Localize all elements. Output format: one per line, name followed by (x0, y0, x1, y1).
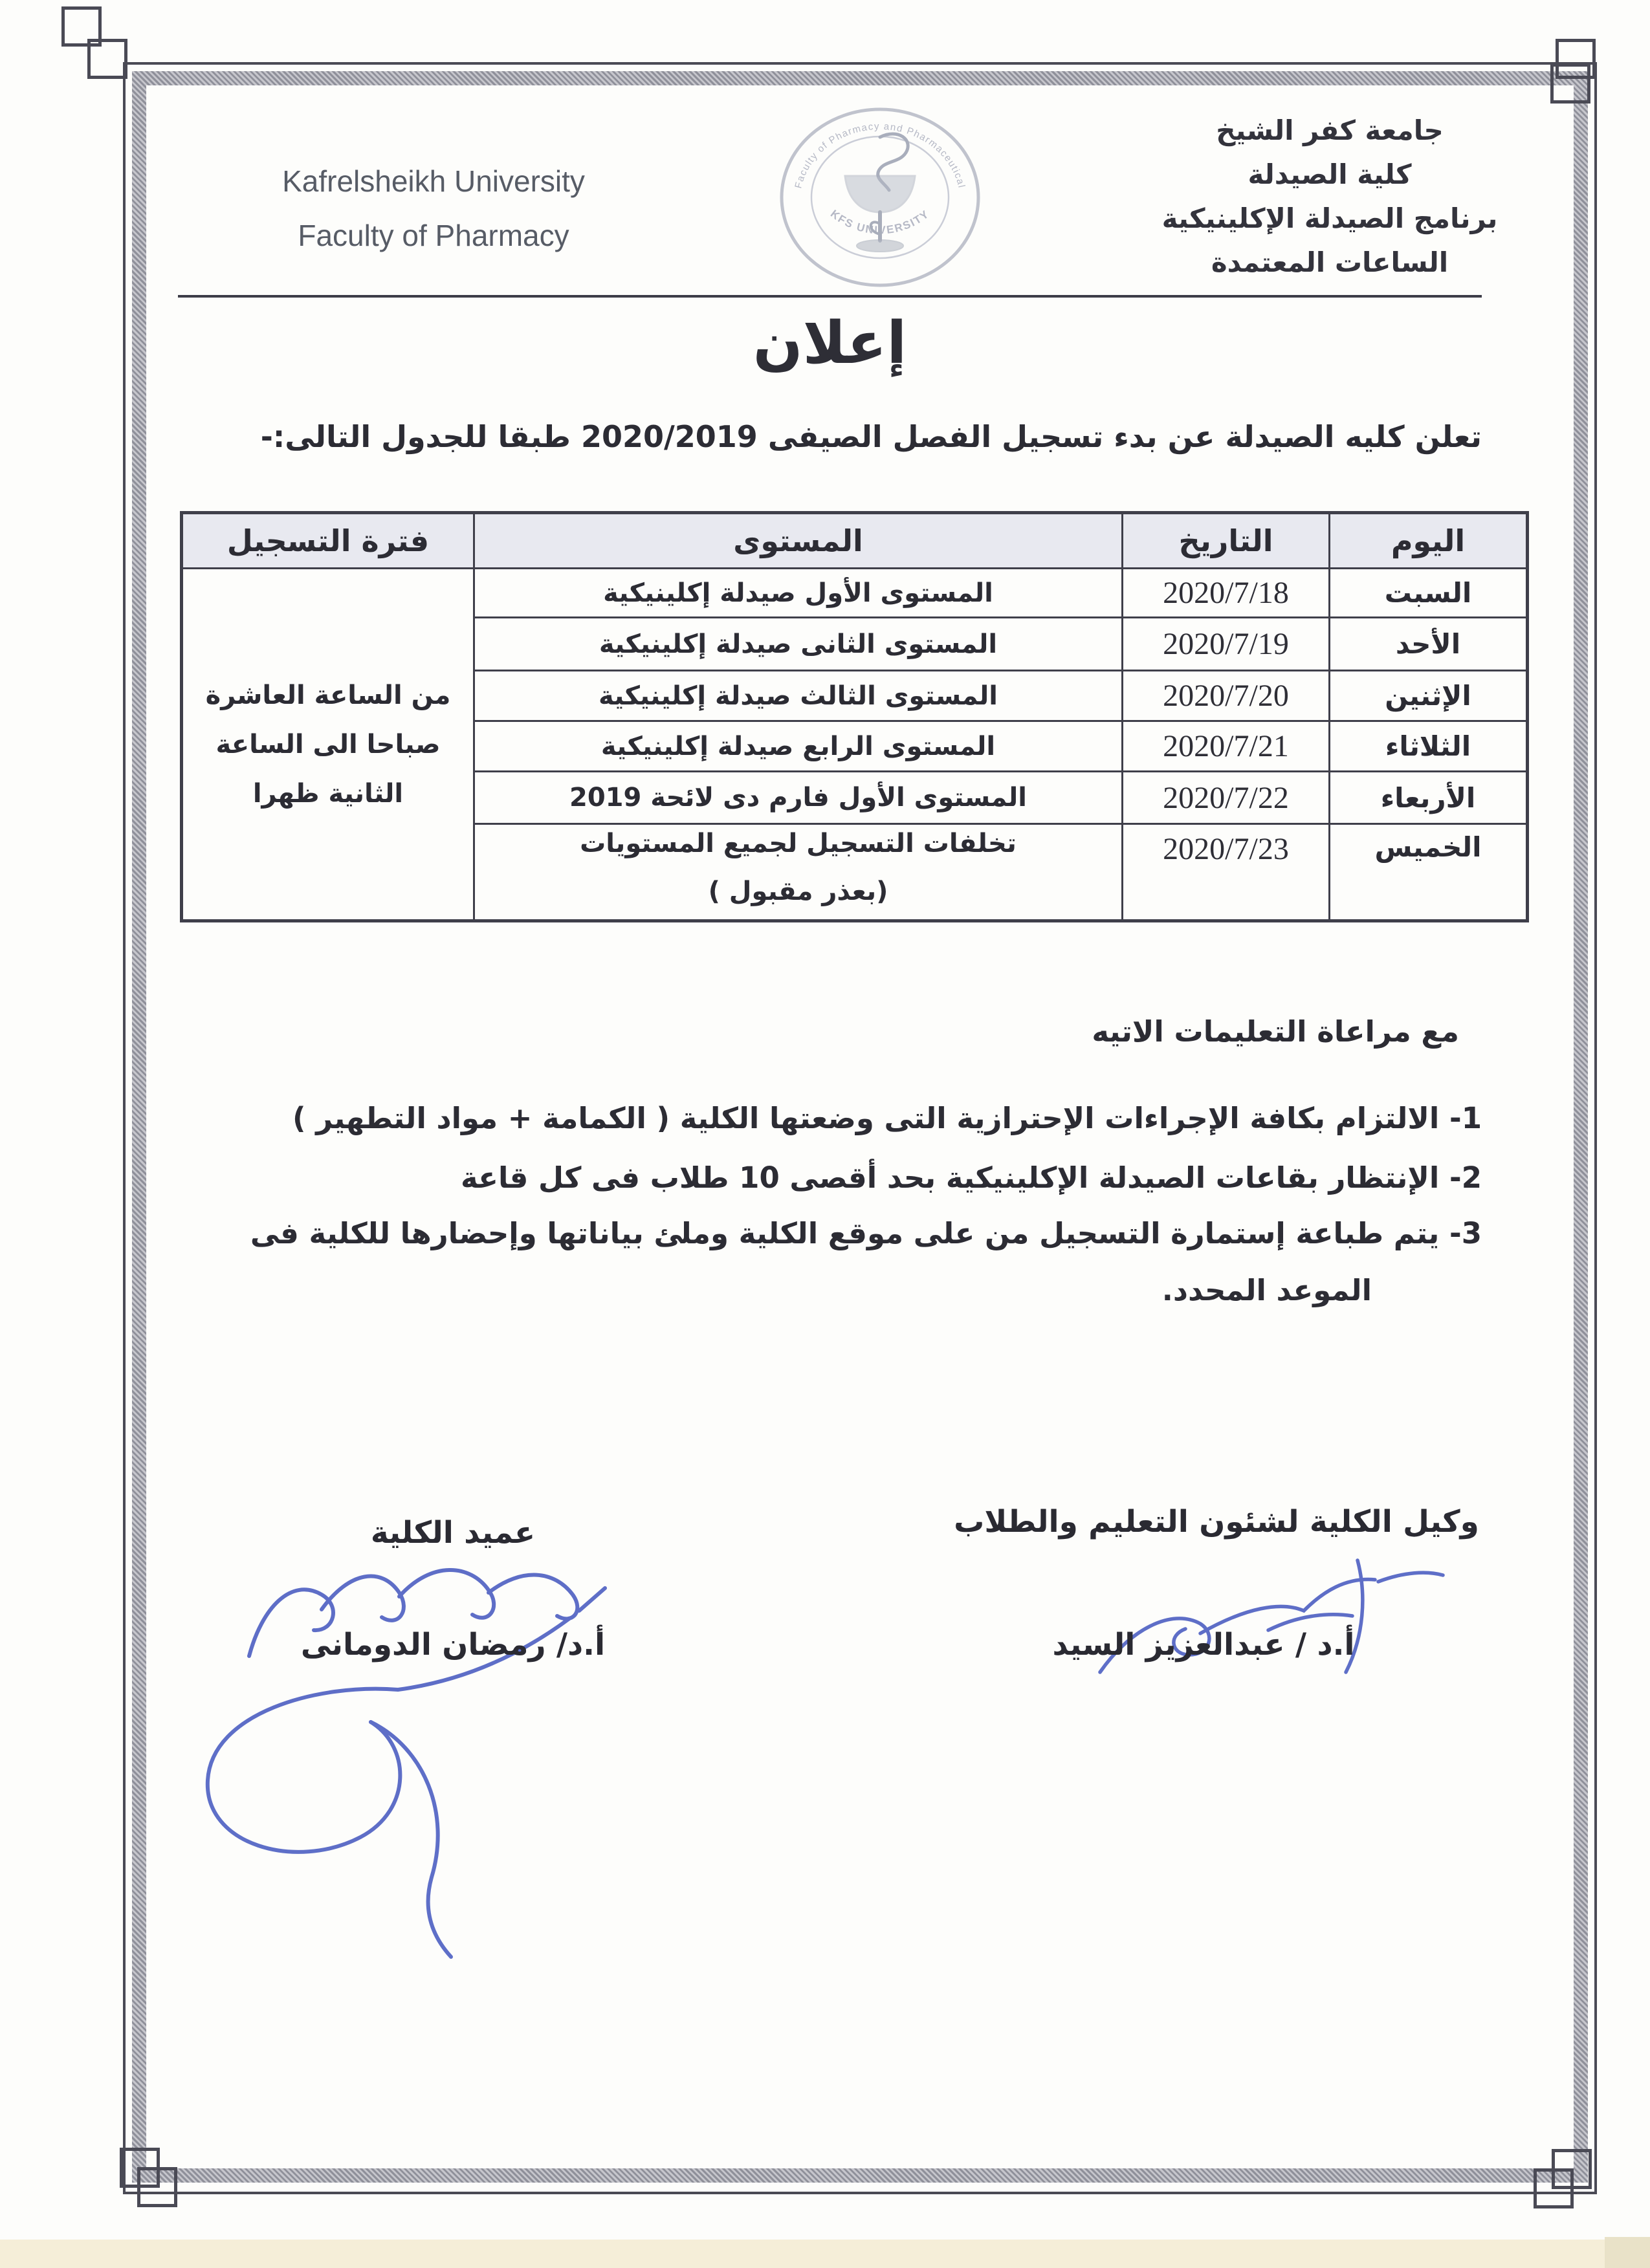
day-cell: السبت (1330, 569, 1528, 618)
university-name-line: Kafrelsheikh University (282, 164, 585, 198)
col-header-date: التاريخ (1123, 513, 1330, 569)
col-header-day: اليوم (1330, 513, 1528, 569)
day-cell: الخميس (1330, 824, 1528, 921)
level-text-line2: (بعذر مقبول ) (708, 877, 888, 906)
day-cell: الأربعاء (1330, 772, 1528, 824)
day-cell: الإثنين (1330, 671, 1528, 721)
faculty-name-line: Faculty of Pharmacy (298, 219, 569, 252)
pharmacy-seal-icon (770, 104, 990, 291)
date-cell: 2020/7/22 (1123, 772, 1330, 824)
col-header-level: المستوى (474, 513, 1123, 569)
table-header-row (182, 513, 1528, 569)
level-cell (474, 824, 1123, 921)
day-cell: الأحد (1330, 618, 1528, 671)
dean-name: أ.د/ رمضان الدومانى (300, 1627, 606, 1663)
border-corner-square (87, 39, 127, 79)
date-cell: 2020/7/23 (1123, 824, 1330, 921)
date-cell: 2020/7/21 (1123, 721, 1330, 772)
header-separator-line (178, 295, 1482, 298)
registration-schedule-table (180, 511, 1529, 922)
level-text: المستوى الثالث صيدلة إكلينيكية (598, 681, 998, 711)
dean-signature (152, 1533, 734, 1960)
signature-ink-icon (1074, 1533, 1462, 1714)
registration-period-cell: من الساعة العاشرة صباحا الى الساعة الثانية ظهرا (182, 569, 474, 921)
level-cell (474, 721, 1123, 772)
university-name-english (233, 154, 634, 263)
header-arabic-block (1097, 109, 1563, 285)
level-text: المستوى الأول فارم دى لائحة 2019 (569, 783, 1027, 812)
svg-text:KFS UNIVERSITY: KFS UNIVERSITY (828, 207, 932, 237)
page-title: إعلان (753, 309, 907, 377)
day-cell: الثلاثاء (1330, 721, 1528, 772)
instruction-item-1: 1- الالتزام بكافة الإجراءات الإحترازية التى وضعتها الكلية ( الكمامة + مواد التطهير ) (292, 1101, 1482, 1135)
header-credit-hours-arabic: الساعات المعتمدة (1211, 246, 1449, 278)
date-cell: 2020/7/19 (1123, 618, 1330, 671)
scan-edge-corner (1605, 2237, 1650, 2268)
date-cell: 2020/7/18 (1123, 569, 1330, 618)
level-text: المستوى الثانى صيدلة إكلينيكية (599, 629, 998, 659)
vice-dean-name: أ.د / عبدالعزيز السيد (1052, 1627, 1355, 1663)
header-university-arabic: جامعة كفر الشيخ (1216, 114, 1444, 146)
dean-title: عميد الكلية (370, 1515, 536, 1551)
scan-edge-strip (0, 2240, 1650, 2268)
header-program-arabic: برنامج الصيدلة الإكلينيكية (1161, 202, 1498, 234)
border-corner-square (1534, 2168, 1574, 2208)
col-header-period: فترة التسجيل (182, 513, 474, 569)
announcement-text: تعلن كليه الصيدلة عن بدء تسجيل الفصل الصيفى 2020/2019 طبقا للجدول التالى:- (260, 419, 1482, 454)
level-cell (474, 618, 1123, 671)
instruction-item-3-continued: الموعد المحدد. (1161, 1273, 1372, 1307)
header-faculty-arabic: كلية الصيدلة (1248, 158, 1412, 190)
table-row (182, 569, 1528, 618)
level-text: المستوى الرابع صيدلة إكلينيكية (600, 731, 996, 761)
signature-ink-icon (152, 1533, 734, 1960)
instructions-intro: مع مراعاة التعليمات الاتيه (1092, 1014, 1459, 1049)
vice-dean-title: وكيل الكلية لشئون التعليم والطلاب (954, 1504, 1479, 1540)
instruction-item-2: 2- الإنتظار بقاعات الصيدلة الإكلينيكية بحد أقصى 10 طلاب فى كل قاعة (460, 1161, 1482, 1195)
level-cell (474, 671, 1123, 721)
svg-text:Faculty of Pharmacy and Pharma: Faculty of Pharmacy and Pharmaceutical (793, 120, 967, 190)
level-cell (474, 569, 1123, 618)
level-cell (474, 772, 1123, 824)
date-cell: 2020/7/20 (1123, 671, 1330, 721)
vice-dean-signature (1074, 1533, 1462, 1714)
schedule-table (180, 511, 1529, 922)
faculty-seal-logo (770, 104, 990, 291)
border-corner-square (1550, 63, 1590, 104)
level-text: المستوى الأول صيدلة إكلينيكية (603, 578, 993, 608)
level-text: تخلفات التسجيل لجميع المستويات (580, 829, 1017, 858)
border-corner-square (137, 2167, 177, 2207)
instruction-item-3: 3- يتم طباعة إستمارة التسجيل من على موقع الكلية وملئ بياناتها وإحضارها للكلية فى (250, 1216, 1482, 1250)
